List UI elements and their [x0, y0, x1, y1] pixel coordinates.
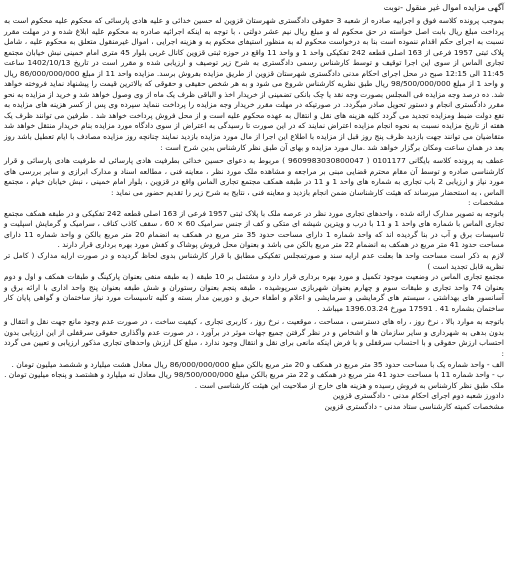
expert-report-intro: عطف به پرونده کلاسه بایگانی 0101177 ( 9609983030800047 ) مربوط به دعوای حسین خدائی بطرفیت هادی پارسائی له طرفیت هادی پارسائی و قرار کارشناسی صادره و توسط آن مقام محترم قضایی مبنی بر مراجعه و مشاهده ملک مورد نظر ، معاینه فنی ، مطالعه اسناد و مدارک ابرازی و سایر بررسی های مورد نیاز و ارزیابی 2 باب تجاری به شماره های واحد 1 و 11 در طبقه همکف مجتمع تجاری الماس واقع در قزوین ، بلوار امام خمینی ، نبش خیابان خیام ، مجتمع الماس ، به استحضار میرساند که هیئت کارشناسان ضمن انجام بازدید و معاینه فنی ، نتایج به شرح زیر را تقدیم حضور می نماید :: [4, 156, 505, 197]
notice-intro: بموجب پرونده کلاسه فوق و اجراییه صادره از شعبه 3 حقوقی دادگستری شهرستان قزوین له حسین خدائی و علیه هادی پارسائی که محکوم علیه محکوم است به پرداخت مبلغ ریال بابت اصل خواسته در حق محکوم له و مبلغ ریال نیم عشر دولتی ، با توجه به اینکه اجرائیه صادره به محکوم علیه ابلاغ شده و در مهلت مقرر نسبت به اجرای حکم اقدام ننموده است بنا به درخواست محکوم له به منظور استیفای محکوم به و هزینه اجرایی ، اموال غیرمنقول متعلق به محکوم علیه ، شامل پلاک ثبتی 1957 فرعی از 163 اصلی قطعه 242 تفکیکی واحد 1 و واحد 11 واقع در حوزه ثبتی قزوین کانال غربی بلوار 45 متری امام خمینی نبش خیابان مجتمع تجاری الماس از سوی این اجرا توقیف و توسط کارشناس رسمی دادگستری به شرح زیر توصیف و ارزیابی شده و مقرر است در تاریخ 1402/10/13 ساعت 11:45 الی 12:15 صبح در محل اجرای احکام مدنی دادگستری شهرستان قزوین از طریق مزایده بفروش برسد. مزایده واحد 11 از مبلغ 86/000/000/000 ریال و واحد 1 از مبلغ 98/500/000/000 ریال طبق نظریه کارشناس شروع می شود و به هر شخص حقیقی و حقوقی که بالاترین قیمت را پیشنهاد نماید فروخته خواهد شد. ده درصد وجه مزایده فی المجلس بصورت وجه نقد یا چک بانکی تضمینی از خریدار اخذ و الباقی ظرف یک ماه از وی وصول خواهد شد و خرید از مزایده به نحو مقرر دادگستری انجام و دستور تحویل صادر میگردد. در صورتیکه در مهلت مقرر خریدار وجه مزایده را پرداخت ننماید سپرده وی پس از کسر هزینه های مزایده به نفع دولت ضبط ومزایده تجدید می گردد کلیه هزینه های نقل و انتقال به عهده محکوم علیه است و از محل فروش پرداخت خواهد شد . طرفین می توانند ظرف یک هفته از تاریخ مزایده نسبت به نحوه انجام مزایده اعتراض نمایند که در این صورت تا رسیدگی به اعتراض از سوی دادگاه مورد مزایده بنام خریدار منتقل خواهد شد متقاضیان می توانند جهت بازدید ظرف پنج روز قبل از مزایده با اطلاع این اجرا از مال مورد مزایده بازدید نمایند چنانچه روز مزایده مصادف با ایام تعطیل باشد روز بعد در همان ساعت ومکان برگزار خواهد شد .مال مورد مزایده و بهای آن طبق نظر کارشناس بدین شرح است :: [4, 16, 505, 152]
notice-title: آگهی مزایده اموال غیر منقول -نوبت: [383, 3, 504, 12]
valuation-item-a: الف - واحد شماره یک با مساحت حدود 35 متر مربع در همکف و 20 متر مربع بالکن مبلغ 86/000/000/000 ریال معادل هشت میلیارد و ششصد میلیون تومان .: [11, 359, 504, 369]
area-note: لازم به ذکر است مساحت واحد ها بعلت عدم ارایه سند و صورتمجلس تفکیکی مطابق با قرار کارشناس بدوی لحاظ گردیده و در صورت ارایه مدارک ( کامل تر نظریه قابل تجدید است ): [4, 251, 504, 271]
specs-body: باتوجه به تصویر مدارک ارائه شده ، واحدهای تجاری مورد نظر در عرصه ملک با پلاک ثبتی 1957 فرعی از 163 اصلی قطعه 242 تفکیکی و در طبقه همکف مجتمع تجاری الماس با شماره های واحد 1 و 11 با درب و ویترین شیشه ای متکی و کف از جنس سرامیک 60 × 60 ، سقف کاذب کناف ، سرامیک و گرمایش اسپلیت و تاسیسات برق و آب در بنا گردیده اند که واحد شماره 1 دارای مساحت حدود 35 متر مربع در همکف به انضمام 20 متر مربع بالکن و واحد شماره 11 دارای مساحت حدود 41 متر مربع در همکف به انضمام 22 متر مربع بالکن می باشد و بعنوان محل فروش پوشاک و کفش مورد بهره برداری قرار دارند .: [4, 208, 505, 250]
specs-heading: مشخصات :: [467, 198, 504, 208]
building-description: مجتمع تجاری الماس در وضعیت موجود تکمیل و مورد بهره برداری قرار دارد و مشتمل بر 10 طبقه ( به طبقه منفی بعنوان پارکینگ و طبقات همکف و اول و دوم بعنوان 74 واحد تجاری و طبقات سوم و چهارم بعنوان شهربازی سرپوشیده ، طبقه پنجم بعنوان رستوران و شش طبقه بعنوان پنج واحد اداری با ارائه برق و آسانسور های بهداشتی ، سیستم های گرمایشی و سرمایشی و اعلام و اطفاء حریق و دوربین مدار بسته و کلیه تاسیسات مورد نیاز ساختمان و گواهی پایان کار ساختمان بشماره 41 . 17591 مورخ 1396.03.24 میباشد .: [4, 272, 505, 313]
valuation-considerations: باتوجه به موارد بالا ، نرخ روز ، راه های دسترسی ، مساحت ، موقعیت ، نرخ روز ، کاربری تجاری ، کیفیت ساخت ، در صورت عدم وجود مانع جهت نقل و انتقال و بدون بدهی به شهرداری و سایر سازمان ها و اشخاص و در نظر گرفتن جمیع جهات موثر در برآورد ، در صورت عدم واگذاری حقوقی سرقفلی از این ارزیابی بدون احتساب ارزش حقوقی و با احتساب سرقفلی و با فرض اینکه مانعی برای نقل و انتقال وجود ندارد ، مبلغ کل ارزش واحدهای تجاری مذکور ارزیابی و تعیین می گردد :: [4, 317, 504, 358]
signature-line-1: دادورز شعبه دوم اجرای احکام مدنی - دادگستری قزوین: [332, 391, 504, 401]
closing-statement: ملک طبق نظر کارشناس به فروش رسیده و هزینه های خارج از صلاحیت این هیئت کارشناسی است .: [194, 380, 504, 390]
valuation-item-b: ب - واحد شماره 11 با مساحت حدود 41 متر مربع در همکف و 22 متر مربع بالکن مبلغ 98/500/000/000 ریال معادل نه میلیارد و هشتصد و پنجاه میلیون تومان .: [4, 370, 504, 380]
signature-line-2: مشخصات کمیته کارشناسی ستاد مدنی - دادگستری قزوین: [324, 401, 504, 411]
auction-notice: [4, 0, 504, 576]
